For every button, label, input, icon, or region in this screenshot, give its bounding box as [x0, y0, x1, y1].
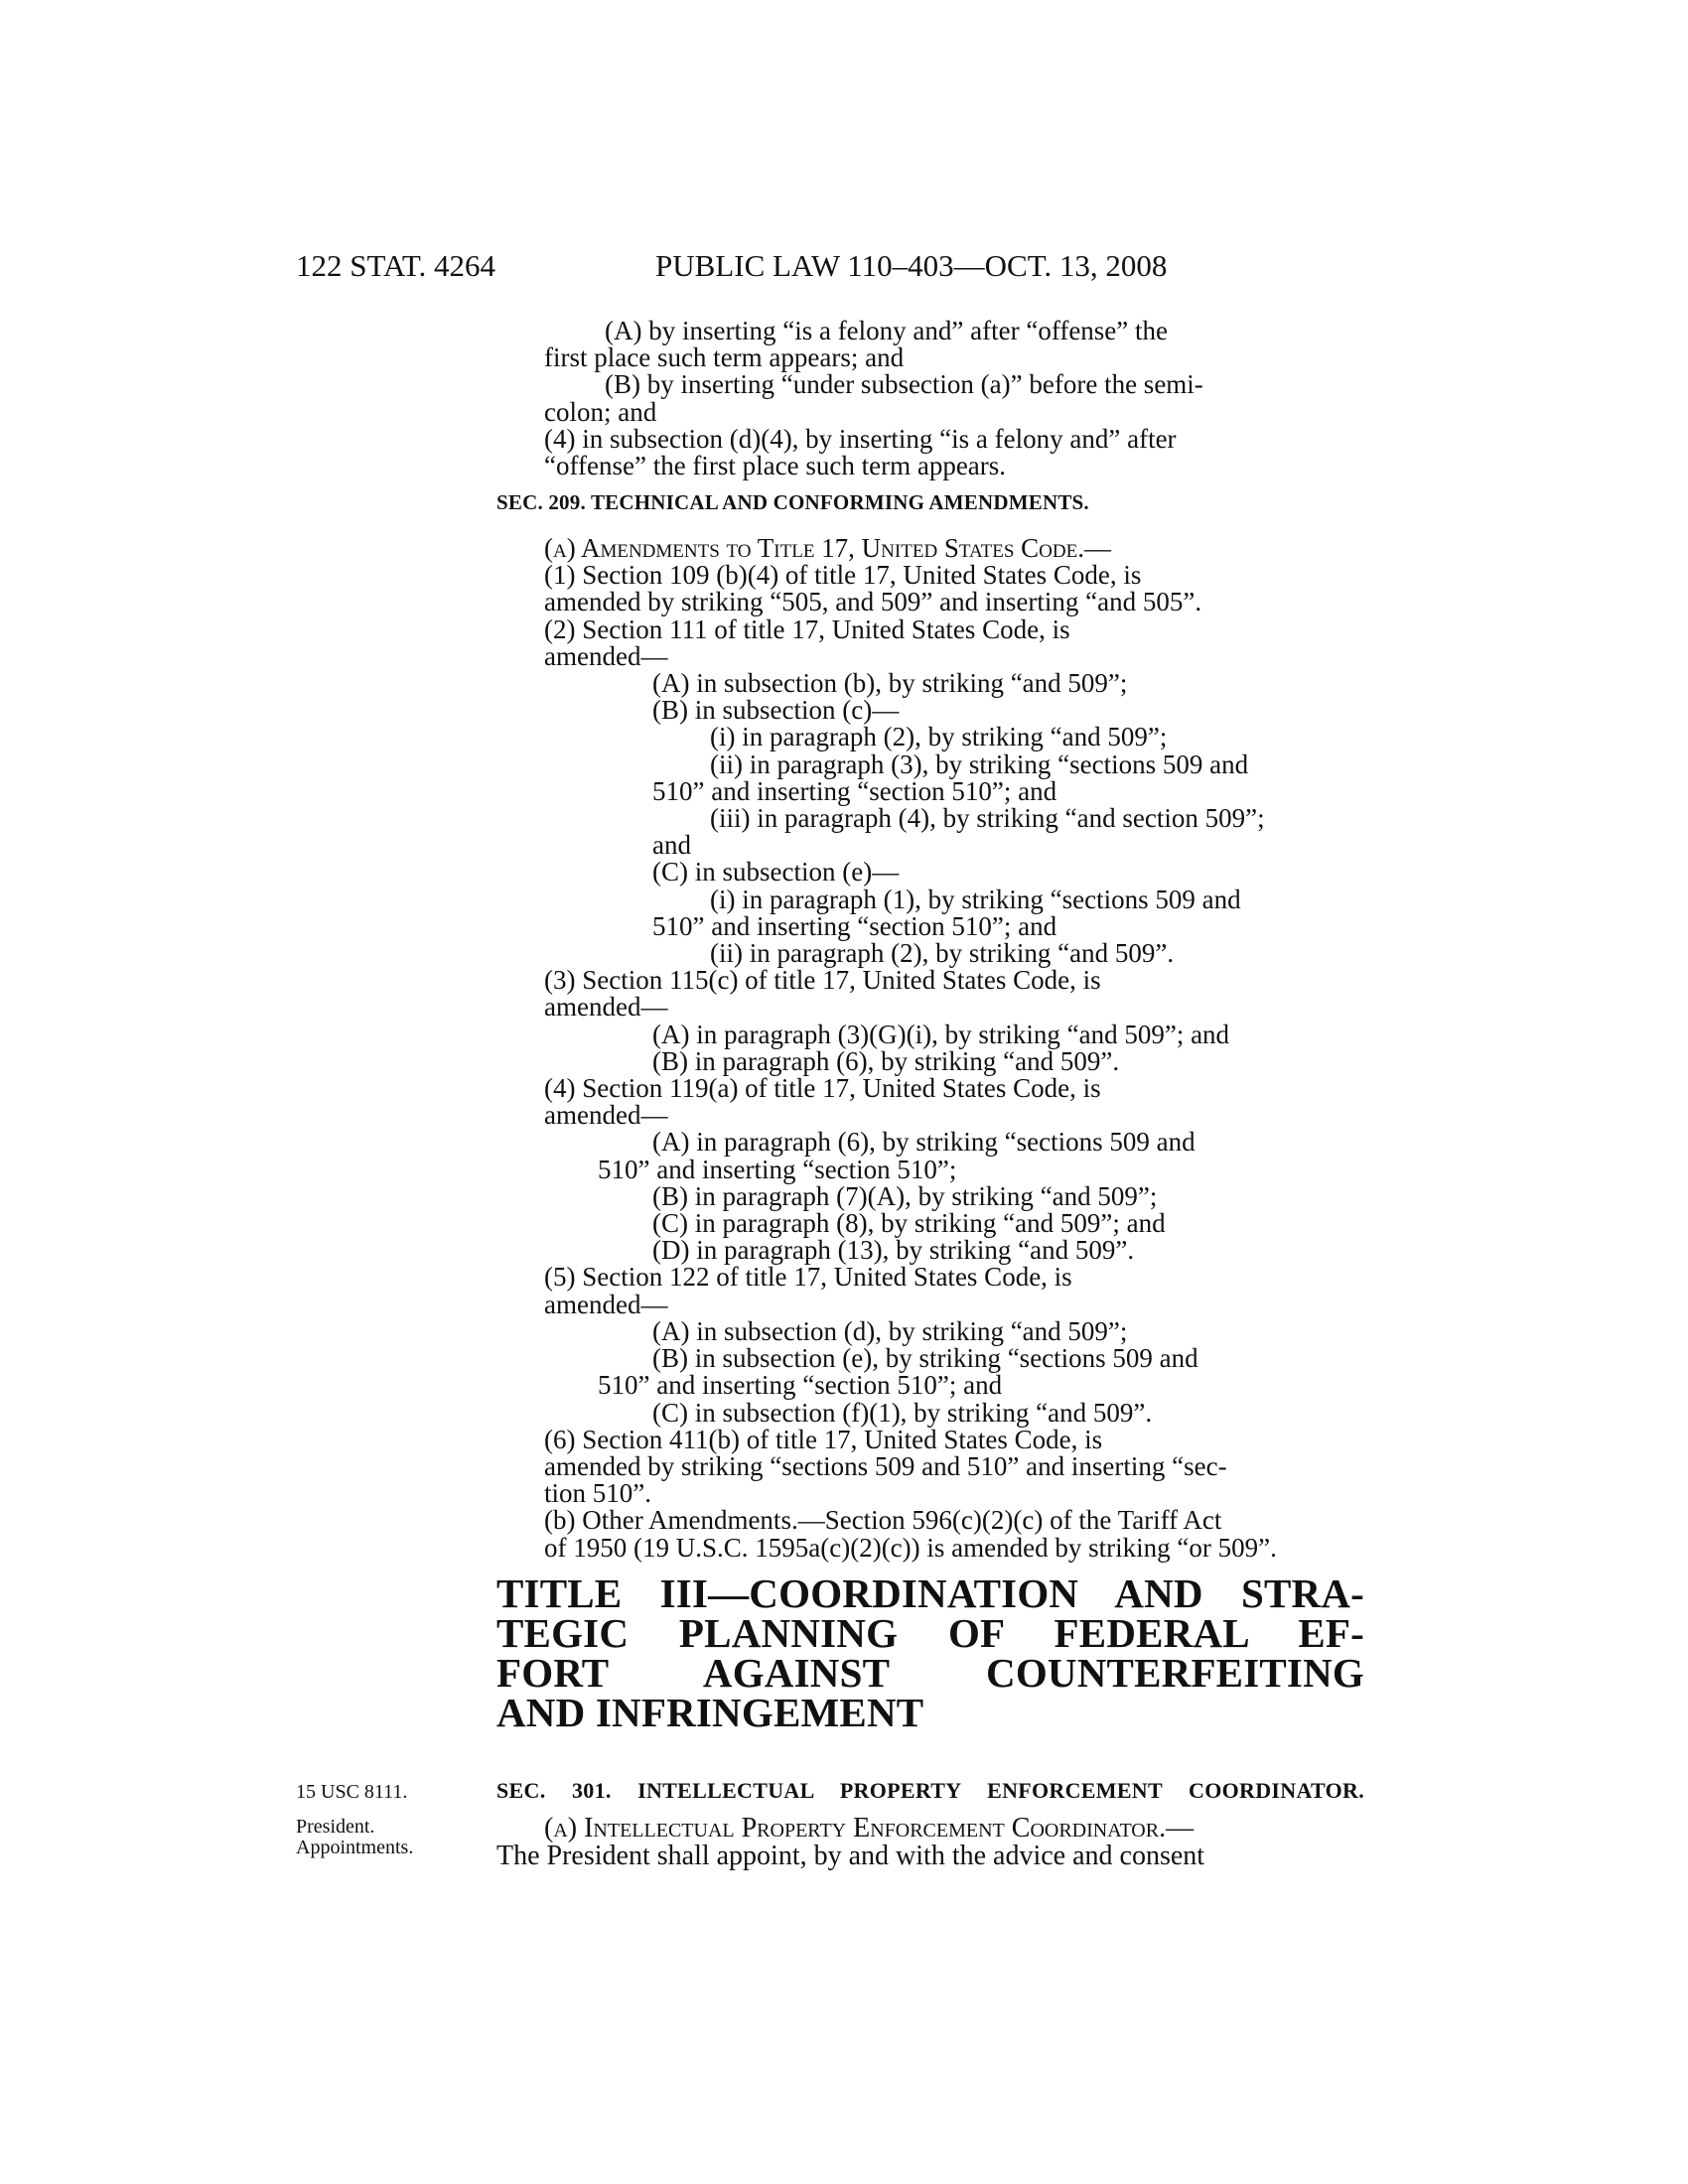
text-line: amended by striking “sections 509 and 510” and inserting “sec- — [544, 1450, 1227, 1481]
margin-note-line: President. — [296, 1816, 375, 1838]
subsection-a-heading: (a) Amendments to Title 17, United States Code.— — [544, 533, 1111, 563]
text-line: amended— — [544, 1289, 668, 1319]
text-line: (A) in paragraph (3)(G)(i), by striking “and 509”; and — [652, 1019, 1230, 1049]
text-line: of 1950 (19 U.S.C. 1595a(c)(2)(c)) is amended by striking “or 509”. — [544, 1532, 1277, 1563]
title-line: FORT AGAINST COUNTERFEITING — [496, 1650, 1364, 1696]
text-line: (A) by inserting “is a felony and” after “offense” the — [605, 316, 1169, 345]
text-line: (B) in paragraph (6), by striking “and 509”. — [652, 1045, 1120, 1076]
margin-note-president — [296, 1817, 413, 1858]
text-line: (A) in subsection (b), by striking “and 509”; — [652, 668, 1128, 699]
text-line: (3) Section 115(c) of title 17, United States Code, is — [544, 965, 1101, 996]
text-line: (C) in subsection (e)— — [652, 857, 900, 887]
text-line: (2) Section 111 of title 17, United States Code, is — [544, 614, 1070, 644]
text-line: (C) in paragraph (8), by striking “and 509”; and — [652, 1208, 1166, 1239]
text-line: colon; and — [544, 396, 657, 427]
text-line: (4) Section 119(a) of title 17, United States Code, is — [544, 1073, 1101, 1104]
text-line: The President shall appoint, by and with the advice and consent — [496, 1840, 1205, 1871]
text-line: (D) in paragraph (13), by striking “and 509”. — [652, 1235, 1135, 1266]
text-line: (B) in subsection (e), by striking “sections 509 and — [652, 1343, 1198, 1374]
text-line: (A) in subsection (d), by striking “and 509”; — [652, 1315, 1128, 1346]
continuation-text — [544, 318, 1364, 479]
running-header: PUBLIC LAW 110–403—OCT. 13, 2008 — [655, 248, 1168, 283]
text-line: (4) in subsection (d)(4), by inserting “is a felony and” after — [544, 423, 1177, 454]
title-line: TITLE III—COORDINATION AND STRA- — [496, 1570, 1364, 1616]
section-209-heading: SEC. 209. TECHNICAL AND CONFORMING AMENDMENTS. — [496, 490, 1089, 514]
text-line: amended— — [544, 992, 668, 1023]
section-209-body — [544, 535, 1364, 1562]
text-line: “offense” the first place such term appears. — [544, 451, 1007, 481]
text-line: amended— — [544, 640, 668, 671]
page-stat-citation: 122 STAT. 4264 — [296, 248, 496, 283]
title-line: AND INFRINGEMENT — [496, 1690, 924, 1735]
text-line: (5) Section 122 of title 17, United States Code, is — [544, 1262, 1072, 1293]
text-line: 510” and inserting “section 510”; and — [598, 1370, 1003, 1401]
section-301-heading: SEC. 301. INTELLECTUAL PROPERTY ENFORCEMENT COORDINATOR. — [496, 1778, 1364, 1803]
text-line: (B) by inserting “under subsection (a)” before the semi- — [605, 369, 1203, 400]
text-line: (C) in subsection (f)(1), by striking “and 509”. — [652, 1397, 1153, 1428]
text-line: 510” and inserting “section 510”; and — [652, 910, 1057, 941]
text-line: (6) Section 411(b) of title 17, United States Code, is — [544, 1424, 1103, 1454]
text-line: amended— — [544, 1100, 668, 1131]
text-line: (iii) in paragraph (4), by striking “and section 509”; — [710, 803, 1265, 834]
text-line: 510” and inserting “section 510”; — [598, 1154, 957, 1184]
title-iii-heading — [496, 1570, 1364, 1735]
margin-note-usc: 15 USC 8111. — [296, 1781, 408, 1803]
text-line: (B) in paragraph (7)(A), by striking “and 509”; — [652, 1180, 1158, 1211]
section-301-body — [496, 1815, 1364, 1869]
text-line: (i) in paragraph (2), by striking “and 509”; — [710, 722, 1168, 752]
text-line: (ii) in paragraph (2), by striking “and 509”. — [710, 938, 1175, 969]
text-line: (i) in paragraph (1), by striking “sections 509 and — [710, 884, 1241, 914]
text-line: (A) in paragraph (6), by striking “sections 509 and — [652, 1127, 1196, 1158]
text-line: and — [652, 830, 691, 861]
title-line: TEGIC PLANNING OF FEDERAL EF- — [496, 1610, 1364, 1656]
text-line: first place such term appears; and — [544, 342, 905, 373]
text-line: tion 510”. — [544, 1478, 651, 1509]
text-line: amended by striking “505, and 509” and inserting “and 505”. — [544, 587, 1202, 617]
text-line: (ii) in paragraph (3), by striking “sections 509 and — [710, 749, 1249, 779]
subsection-a-heading: (a) Intellectual Property Enforcement Coordinator.— — [544, 1813, 1195, 1843]
text-line: 510” and inserting “section 510”; and — [652, 775, 1057, 806]
text-line: (b) Other Amendments.—Section 596(c)(2)(c) of the Tariff Act — [544, 1505, 1222, 1536]
margin-note-line: Appointments. — [296, 1837, 414, 1858]
text-line: (B) in subsection (c)— — [652, 695, 900, 726]
text-line: (1) Section 109 (b)(4) of title 17, United States Code, is — [544, 560, 1142, 591]
